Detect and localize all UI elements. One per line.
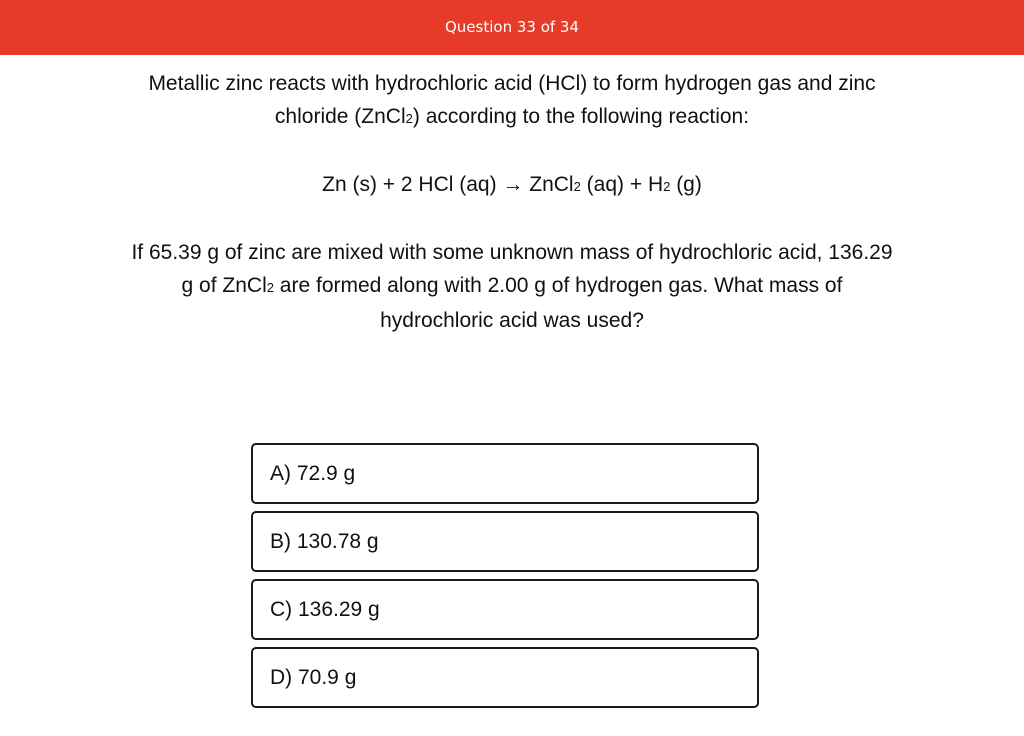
intro-line-2b: ) according to the following reaction: (412, 105, 750, 128)
intro-line-2a: chloride (ZnCl (274, 105, 406, 128)
equation-part-a: Zn (s) + 2 HCl (aq) → ZnCl (322, 173, 574, 196)
question-intro (97, 67, 927, 135)
prompt-line-3: hydrochloric acid was used? (380, 309, 644, 332)
question-progress: Question 33 of 34 (444, 17, 580, 36)
prompt-line-1: If 65.39 g of zinc are mixed with some unknown mass of hydrochloric acid, 136.29 (131, 241, 893, 264)
intro-subscript: 2 (405, 111, 413, 126)
answer-options (251, 443, 759, 715)
equation-subscript-2: 2 (663, 179, 671, 194)
answer-option-a[interactable] (251, 443, 759, 504)
equation-part-c: (g) (670, 173, 702, 196)
question-content (0, 55, 1024, 337)
answer-option-label: C) 136.29 g (270, 597, 380, 621)
reaction-equation (0, 168, 1024, 203)
answer-option-c[interactable] (251, 579, 759, 640)
answer-option-b[interactable] (251, 511, 759, 572)
equation-part-b: (aq) + H (580, 173, 664, 196)
question-prompt (82, 236, 942, 337)
prompt-line-2a: g of ZnCl (181, 274, 267, 297)
answer-option-d[interactable] (251, 647, 759, 708)
prompt-subscript: 2 (266, 280, 274, 295)
answer-option-label: B) 130.78 g (270, 529, 379, 553)
intro-line-1: Metallic zinc reacts with hydrochloric acid (HCl) to form hydrogen gas and zinc (148, 72, 876, 95)
header-bar (0, 0, 1024, 55)
prompt-line-2b: are formed along with 2.00 g of hydrogen gas. What mass of (273, 274, 843, 297)
answer-option-label: A) 72.9 g (270, 461, 356, 485)
answer-option-label: D) 70.9 g (270, 665, 357, 689)
equation-subscript-1: 2 (573, 179, 581, 194)
